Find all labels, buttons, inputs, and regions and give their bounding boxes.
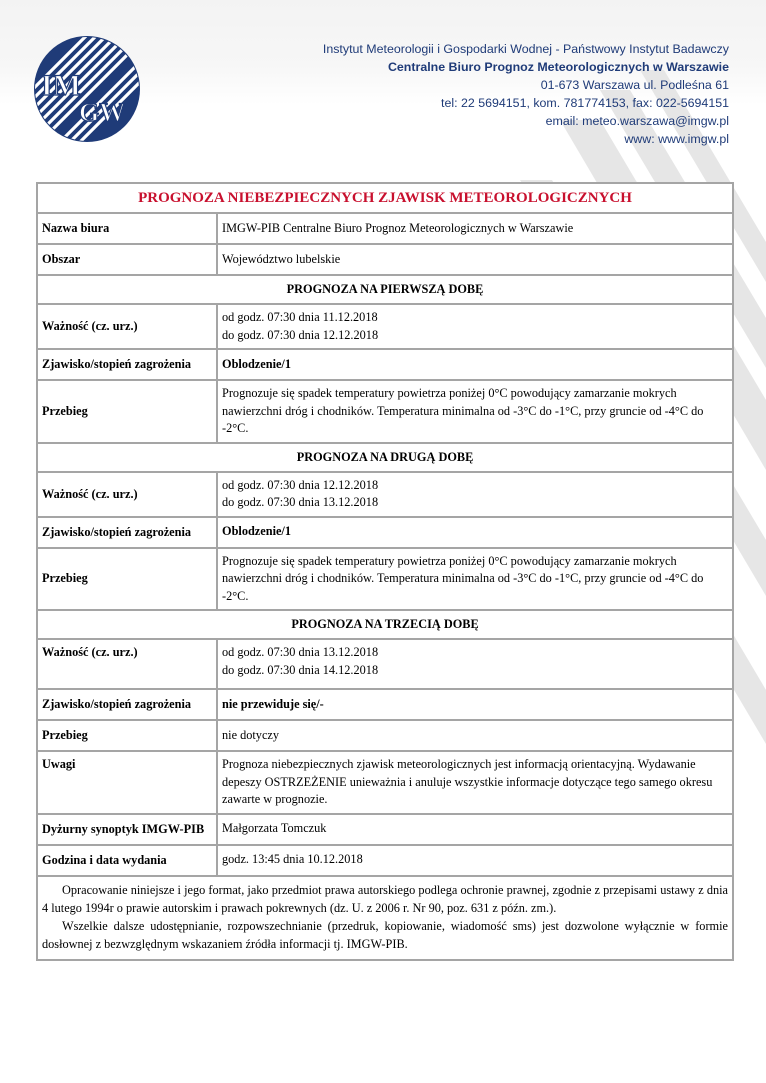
day3-course-label: Przebieg bbox=[38, 721, 218, 750]
day1-course-value: Prognozuje się spadek temperatury powietrza poniżej 0°C powodujący zamarzanie mokrych nawierzchni dróg i chodników. Temperatura minimalna od -3°C do -1°C, przy gruncie od -4°C do -2°C. bbox=[222, 386, 704, 435]
day3-validity-from: od godz. 07:30 dnia 13.12.2018 bbox=[222, 645, 379, 659]
copyright-footer bbox=[38, 877, 732, 959]
forecast-document bbox=[36, 182, 734, 961]
day3-course-row bbox=[38, 721, 732, 752]
day2-course-label: Przebieg bbox=[38, 549, 218, 610]
day2-validity-value bbox=[218, 473, 732, 516]
day2-course-value: Prognozuje się spadek temperatury powietrza poniżej 0°C powodujący zamarzanie mokrych nawierzchni dróg i chodników. Temperatura minimalna od -3°C do -1°C, przy gruncie od -4°C do -2°C. bbox=[222, 553, 704, 603]
bureau-name: Centralne Biuro Prognoz Meteorologicznych w Warszawie bbox=[387, 60, 729, 74]
svg-text:IM: IM bbox=[41, 69, 81, 102]
day1-validity-label: Ważność (cz. urz.) bbox=[38, 305, 218, 348]
distribution-paragraph: Wszelkie dalsze udostępnianie, rozpowszechnianie (przedruk, kopiowanie, wiadomość sms) jest dozwolone wyłącznie w formie dosłownej z bezwzględnym wskazaniem źródła informacji tj. IMGW-PIB. bbox=[42, 918, 728, 951]
day1-validity-row bbox=[38, 305, 732, 350]
forecaster-row bbox=[38, 815, 732, 846]
day2-heading: PROGNOZA NA DRUGĄ DOBĘ bbox=[38, 444, 732, 473]
day2-validity-to: do godz. 07:30 dnia 13.12.2018 bbox=[222, 495, 379, 509]
area-value: Województwo lubelskie bbox=[222, 251, 341, 266]
remarks-row bbox=[38, 752, 732, 815]
day1-course-label: Przebieg bbox=[38, 381, 218, 442]
issued-row bbox=[38, 846, 732, 877]
remarks-value: Prognoza niebezpiecznych zjawisk meteorologicznych jest informacją orientacyjną. Wydawanie depeszy OSTRZEŻENIE unieważnia i anuluje wszystkie informacje dotyczące tego samego okresu zawarte w prognozie. bbox=[222, 757, 713, 806]
day1-validity-from: od godz. 07:30 dnia 11.12.2018 bbox=[222, 310, 378, 324]
forecaster-label: Dyżurny synoptyk IMGW-PIB bbox=[38, 815, 218, 844]
day3-validity-label: Ważność (cz. urz.) bbox=[38, 640, 218, 688]
day2-course-row bbox=[38, 549, 732, 612]
row-area bbox=[38, 245, 732, 276]
day3-course-value: nie dotyczy bbox=[222, 727, 280, 742]
document-title: PROGNOZA NIEBEZPIECZNYCH ZJAWISK METEOROLOGICZNYCH bbox=[38, 184, 732, 214]
day2-phenomenon-value: Oblodzenie/1 bbox=[222, 524, 292, 539]
copyright-paragraph: Opracowanie niniejsze i jego format, jako przedmiot prawa autorskiego podlega ochronie prawnej, zgodnie z przepisami ustawy z dnia 4 lutego 1994r o prawie autorskim i prawach pokrewnych (dz. U. z 2006 r. Nr 90, poz. 631 z późn. zm.). bbox=[42, 882, 728, 915]
row-bureau bbox=[38, 214, 732, 245]
institute-name: Instytut Meteorologii i Gospodarki Wodnej - Państwowy Instytut Badawczy bbox=[322, 42, 729, 56]
forecaster-value: Małgorzata Tomczuk bbox=[222, 821, 327, 836]
remarks-label: Uwagi bbox=[38, 752, 218, 813]
address: 01-673 Warszawa ul. Podleśna 61 bbox=[540, 78, 729, 92]
day2-validity-label: Ważność (cz. urz.) bbox=[38, 473, 218, 516]
website: www: www.imgw.pl bbox=[624, 132, 729, 146]
day2-phenomenon-row bbox=[38, 518, 732, 549]
svg-text:GW: GW bbox=[79, 98, 126, 127]
day3-heading: PROGNOZA NA TRZECIĄ DOBĘ bbox=[38, 611, 732, 640]
day1-course-row bbox=[38, 381, 732, 444]
day2-phenomenon-label: Zjawisko/stopień zagrożenia bbox=[38, 518, 218, 547]
issued-label: Godzina i data wydania bbox=[38, 846, 218, 875]
day3-validity-value bbox=[218, 640, 732, 688]
day3-phenomenon-row bbox=[38, 690, 732, 721]
day3-validity-row bbox=[38, 640, 732, 690]
bureau-value: IMGW-PIB Centralne Biuro Prognoz Meteorologicznych w Warszawie bbox=[222, 220, 574, 235]
day2-validity-row bbox=[38, 473, 732, 518]
phone: tel: 22 5694151, kom. 781774153, fax: 022-5694151 bbox=[441, 96, 729, 110]
imgw-logo bbox=[33, 35, 141, 143]
day1-phenomenon-label: Zjawisko/stopień zagrożenia bbox=[38, 350, 218, 379]
issued-value: godz. 13:45 dnia 10.12.2018 bbox=[222, 852, 363, 867]
day2-validity-from: od godz. 07:30 dnia 12.12.2018 bbox=[222, 477, 379, 492]
day3-phenomenon-label: Zjawisko/stopień zagrożenia bbox=[38, 690, 218, 719]
bureau-label: Nazwa biura bbox=[38, 214, 218, 243]
day3-phenomenon-value: nie przewiduje się/- bbox=[222, 696, 324, 711]
day1-phenomenon-row bbox=[38, 350, 732, 381]
email: email: meteo.warszawa@imgw.pl bbox=[545, 114, 729, 128]
day3-validity-to: do godz. 07:30 dnia 14.12.2018 bbox=[222, 662, 379, 677]
day1-phenomenon-value: Oblodzenie/1 bbox=[222, 356, 292, 371]
area-label: Obszar bbox=[38, 245, 218, 274]
day1-heading: PROGNOZA NA PIERWSZĄ DOBĘ bbox=[38, 276, 732, 305]
day1-validity-value bbox=[218, 305, 732, 348]
institute-header bbox=[323, 40, 729, 148]
day1-validity-to: do godz. 07:30 dnia 12.12.2018 bbox=[222, 327, 379, 342]
